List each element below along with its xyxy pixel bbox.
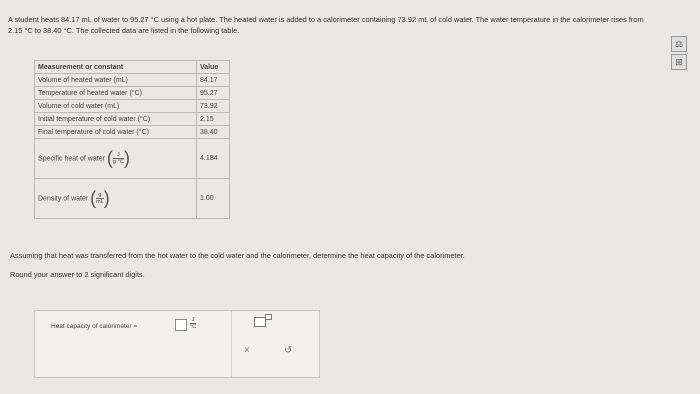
table-row: Volume of heated water (mL) 84.17 <box>35 74 230 87</box>
question-text: Assuming that heat was transferred from the hot water to the cold water and the calorimeter, determine the heat capacity of the calorimeter. <box>10 251 465 260</box>
table-row: Temperature of heated water (°C) 95.27 <box>35 87 230 100</box>
clear-button[interactable]: × <box>244 345 250 356</box>
answer-label: Heat capacity of calorimeter = <box>51 323 138 330</box>
tool-palette <box>231 311 320 377</box>
exponent-icon <box>265 314 272 320</box>
header-value: Value <box>197 61 230 74</box>
table-row-density: Density of water ( $\frac{g}{mL}$ ) 1.00 <box>35 179 230 219</box>
table-row: Volume of cold water (mL) 73.92 <box>35 100 230 113</box>
density-value: 1.00 <box>197 179 230 219</box>
answer-input[interactable] <box>175 319 187 331</box>
periodic-table-icon[interactable]: ⚖ <box>671 36 687 52</box>
undo-button[interactable]: ↺ <box>284 345 293 356</box>
table-row: Final temperature of cold water (°C) 38.40 <box>35 126 230 139</box>
specific-heat-value: 4.184 <box>197 139 230 179</box>
specific-heat-unit: $\frac{J}{g\cdot^\circ C}$ <box>112 152 124 165</box>
answer-unit: $\frac{J}{^\circ C}$ <box>190 317 197 330</box>
problem-intro: A student heats 84.17 mL of water to 95.27 °C using a hot plate. The heated water is added to a calorimeter containing 73.92 mL of cold water. The water temperature in the calorimeter rises from 2.15 °C to 38.40 °C. The collected data are listed in the following table. <box>8 15 644 35</box>
density-unit: $\frac{g}{mL}$ <box>96 192 104 205</box>
rounding-instruction: Round your answer to 2 significant digits. <box>10 270 145 279</box>
header-measurement: Measurement or constant <box>35 61 197 74</box>
density-label: Density of water <box>38 195 89 203</box>
calculator-icon[interactable]: ⊞ <box>671 54 687 70</box>
answer-panel <box>34 310 320 378</box>
specific-heat-label: Specific heat of water <box>38 155 105 163</box>
table-row: Initial temperature of cold water (°C) 2.15 <box>35 113 230 126</box>
data-table <box>34 60 230 219</box>
table-row-specific-heat: Specific heat of water ( $\frac{J}{g\cdot^\circ C}$ ) 4.184 <box>35 139 230 179</box>
